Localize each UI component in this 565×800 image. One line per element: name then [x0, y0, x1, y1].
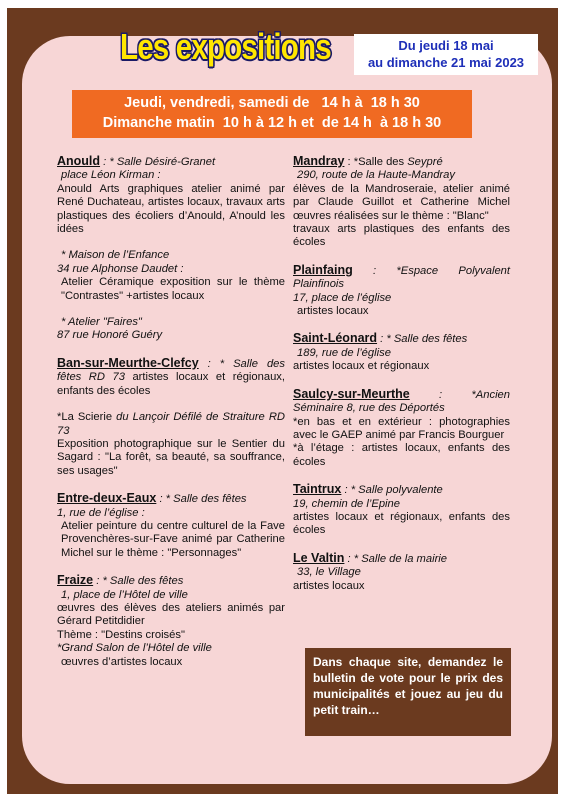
description: artistes locaux et régionaux: [293, 360, 430, 373]
description: artistes locaux: [293, 579, 365, 592]
entry-entre-deux-eaux: [57, 492, 285, 560]
entry-mandray: [293, 155, 510, 250]
venue-name: Seypré: [407, 156, 443, 168]
description-2: œuvres d’artistes locaux: [61, 655, 183, 668]
venue-2-detail: du Lançoir Défilé de Straiture RD 73: [57, 411, 285, 437]
address-2: 34 rue Alphonse Daudet :: [57, 262, 184, 275]
town-name: Entre-deux-Eaux: [57, 491, 157, 506]
hours-line-1: Jeudi, vendredi, samedi de 14 h à 18 h 30: [124, 95, 420, 111]
description: œuvres des élèves des ateliers animés par Gérard Petitdidier: [57, 601, 285, 628]
left-column: [57, 155, 285, 683]
address-3: 87 rue Honoré Guéry: [57, 329, 163, 342]
hours-line-2: Dimanche matin 10 h à 12 h et de 14 h à 18 h 30: [102, 115, 442, 131]
town-name: Ban-sur-Meurthe-Clefcy: [57, 355, 199, 370]
address: 17, place de l’église: [293, 291, 392, 304]
vote-callout-box: [305, 648, 511, 736]
address: 290, route de la Haute-Mandray: [297, 169, 455, 182]
theme: Thème : "Destins croisés": [57, 628, 185, 641]
address: 1, place de l’Hôtel de ville: [61, 588, 188, 601]
town-name: Saint-Léonard: [293, 331, 378, 346]
venue-2: *La Scierie: [57, 411, 117, 424]
venue-2: *Grand Salon de l’Hôtel de ville: [57, 642, 212, 655]
venue: : * Salle de la mairie: [344, 552, 448, 565]
venue: : * Salle des fêtes: [93, 575, 184, 588]
description-2: travaux arts plastiques des enfants des écoles: [293, 223, 510, 249]
town-name: Fraize: [57, 573, 94, 588]
callout-text: Dans chaque site, demandez le bulletin de vote pour le prix des municipalités et jouez au jeu du petit train…: [313, 655, 503, 717]
entry-fraize: [57, 574, 285, 669]
address: 189, rue de l’église: [297, 346, 391, 359]
venue: : * Salle polyvalente: [341, 484, 443, 497]
dates-box: [354, 34, 538, 75]
venue: : * Salle des fêtes RD 73: [57, 357, 285, 384]
entry-saint-leonard: [293, 332, 510, 373]
description: artistes locaux et régionaux, enfants des écoles: [57, 371, 286, 397]
town-name: Plainfaing: [293, 262, 353, 277]
town-name: Le Valtin: [293, 550, 345, 565]
entry-ban-sur-meurthe: [57, 357, 285, 478]
description-2: Exposition photographique sur le Sentier du Sagard : "La forêt, sa beauté, sa souffrance, ses usages": [57, 437, 285, 477]
town-name: Saulcy-sur-Meurthe: [293, 386, 410, 401]
entry-plainfaing: [293, 264, 510, 319]
opening-hours-box: [72, 90, 472, 138]
entry-le-valtin: [293, 552, 510, 593]
description: élèves de la Mandroseraie, atelier animé par Claude Guillot et Catherine Michel œuvres réalisées sur le thème : "Blanc": [293, 182, 510, 222]
town-name: Anould: [57, 154, 101, 168]
address: 33, le Village: [297, 566, 361, 579]
address: place Léon Kirman :: [61, 169, 161, 182]
entry-saulcy-sur-meurthe: [293, 388, 510, 469]
venue-3: * Atelier "Faires": [61, 316, 142, 329]
right-column: [293, 155, 510, 607]
dates-line-2: au dimanche 21 mai 2023: [367, 55, 525, 70]
venue-2: * Maison de l’Enfance: [61, 249, 170, 262]
description: Atelier peinture du centre culturel de la Fave Provenchères-sur-Fave animé par Catherine Michel sur le thème : "Personnages": [61, 519, 285, 559]
address: 19, chemin de l’Epine: [293, 497, 400, 510]
description-2: Atelier Céramique exposition sur le thème "Contrastes" +artistes locaux: [61, 276, 285, 302]
address: 1, rue de l’église :: [57, 506, 145, 519]
dates-line-1: Du jeudi 18 mai: [398, 38, 494, 53]
description: artistes locaux: [297, 305, 369, 318]
page-title: Les expositions: [120, 26, 331, 67]
venue: : * Salle Désiré-Granet: [100, 156, 216, 168]
entry-anould: [57, 155, 285, 343]
description: Anould Arts graphiques atelier animé par René Duchateau, artistes locaux, travaux arts plastiques des écoliers d’Anould, A’nould les idées: [57, 182, 285, 236]
town-name: Taintrux: [293, 482, 342, 497]
description: *en bas et en extérieur : photographies avec le GAEP animé par Francis Bourguer: [293, 415, 510, 441]
venue: : *Salle des: [344, 156, 408, 168]
venue: : * Salle des fêtes: [377, 333, 468, 346]
town-name: Mandray: [293, 154, 345, 168]
entry-taintrux: [293, 483, 510, 538]
venue: : *Espace Polyvalent Plainfinois: [293, 264, 510, 291]
description: artistes locaux et régionaux, enfants des écoles: [293, 510, 510, 537]
description-2: *à l’étage : artistes locaux, enfants des écoles: [293, 442, 510, 468]
venue: : * Salle des fêtes: [156, 493, 247, 506]
venue: : *Ancien Séminaire 8, rue des Déportés: [293, 388, 510, 415]
